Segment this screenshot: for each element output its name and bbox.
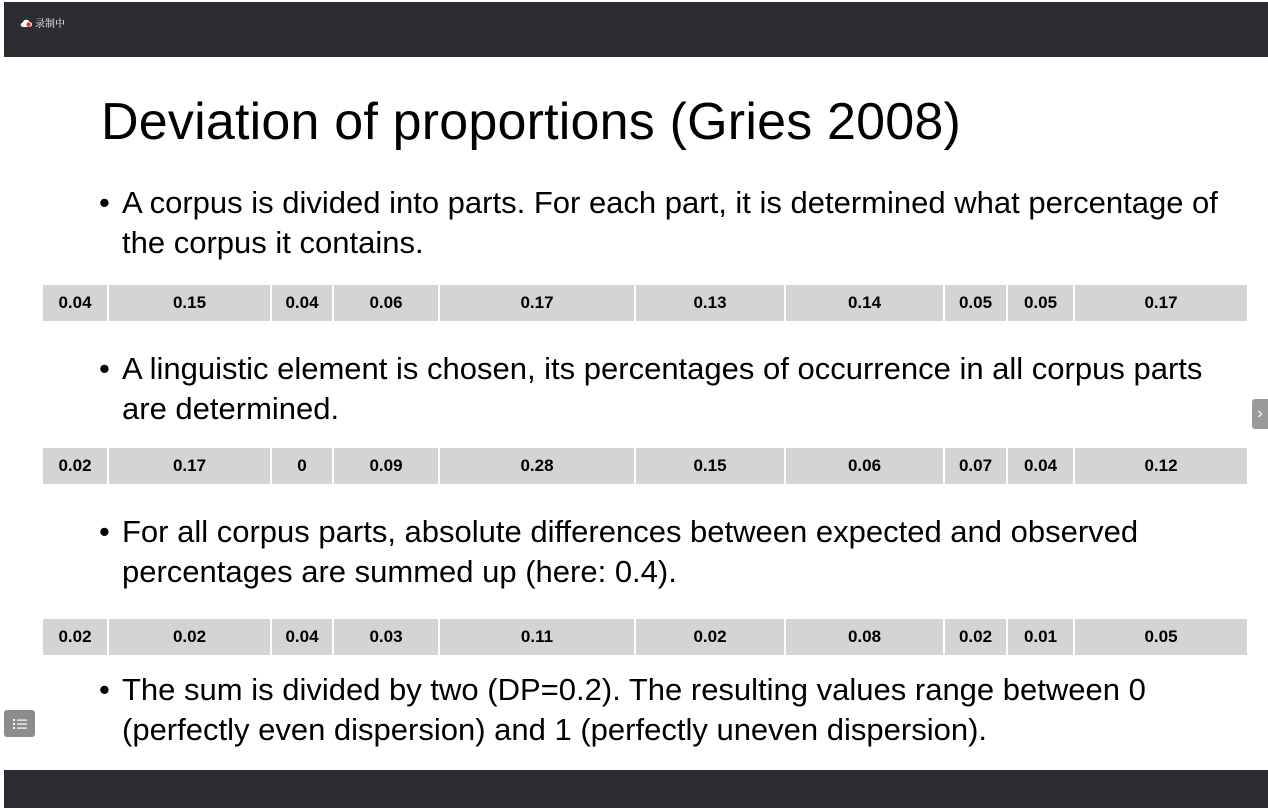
bullet-1 (99, 183, 1229, 263)
bullet-marker: • (99, 185, 110, 220)
bullet-text: A corpus is divided into parts. For each part, it is determined what percentage of the corpus it contains. (122, 185, 1218, 260)
bullet-text: A linguistic element is chosen, its percentages of occurrence in all corpus parts are determined. (122, 351, 1203, 426)
recording-label: 录制中 (35, 19, 65, 30)
recording-indicator[interactable] (20, 15, 65, 30)
toc-button[interactable] (4, 710, 35, 737)
list-icon (12, 717, 28, 731)
row-cell: 0.15 (636, 448, 784, 484)
row-cell: 0.08 (786, 619, 943, 655)
row-cell: 0.05 (1075, 619, 1247, 655)
row-cell: 0.02 (43, 448, 107, 484)
bullet-marker: • (99, 351, 110, 386)
row-cell: 0.05 (945, 285, 1006, 321)
proportion-row-difference (43, 619, 1247, 655)
row-cell: 0.01 (1008, 619, 1073, 655)
row-cell: 0.15 (109, 285, 270, 321)
bullet-2 (99, 349, 1229, 429)
bullet-marker: • (99, 514, 110, 549)
row-cell: 0.17 (440, 285, 634, 321)
row-cell: 0.04 (272, 619, 332, 655)
row-cell: 0.04 (272, 285, 332, 321)
row-cell: 0.02 (945, 619, 1006, 655)
bullet-3 (99, 512, 1229, 592)
row-cell: 0 (272, 448, 332, 484)
row-cell: 0.17 (109, 448, 270, 484)
row-cell: 0.06 (786, 448, 943, 484)
bottom-bar (4, 770, 1268, 808)
row-cell: 0.17 (1075, 285, 1247, 321)
row-cell: 0.02 (636, 619, 784, 655)
row-cell: 0.02 (109, 619, 270, 655)
row-cell: 0.12 (1075, 448, 1247, 484)
row-cell: 0.11 (440, 619, 634, 655)
row-cell: 0.06 (334, 285, 438, 321)
bullet-4 (99, 670, 1229, 750)
row-cell: 0.02 (43, 619, 107, 655)
slide-title: Deviation of proportions (Gries 2008) (101, 93, 962, 151)
bullet-text: For all corpus parts, absolute differences between expected and observed percentages are summed up (here: 0.4). (122, 514, 1139, 589)
proportion-row-corpus (43, 285, 1247, 321)
row-cell: 0.14 (786, 285, 943, 321)
bullet-marker: • (99, 672, 110, 707)
cloud-record-icon (20, 18, 32, 28)
row-cell: 0.09 (334, 448, 438, 484)
row-cell: 0.13 (636, 285, 784, 321)
row-cell: 0.04 (1008, 448, 1073, 484)
row-cell: 0.03 (334, 619, 438, 655)
row-cell: 0.07 (945, 448, 1006, 484)
row-cell: 0.28 (440, 448, 634, 484)
row-cell: 0.04 (43, 285, 107, 321)
chevron-right-icon: › (1257, 405, 1263, 422)
bullet-text: The sum is divided by two (DP=0.2). The resulting values range between 0 (perfectly even dispersion) and 1 (perfectly uneven dispersion). (122, 672, 1146, 747)
row-cell: 0.05 (1008, 285, 1073, 321)
proportion-row-element (43, 448, 1247, 484)
next-slide-button[interactable] (1252, 399, 1268, 429)
top-bar (4, 2, 1268, 57)
